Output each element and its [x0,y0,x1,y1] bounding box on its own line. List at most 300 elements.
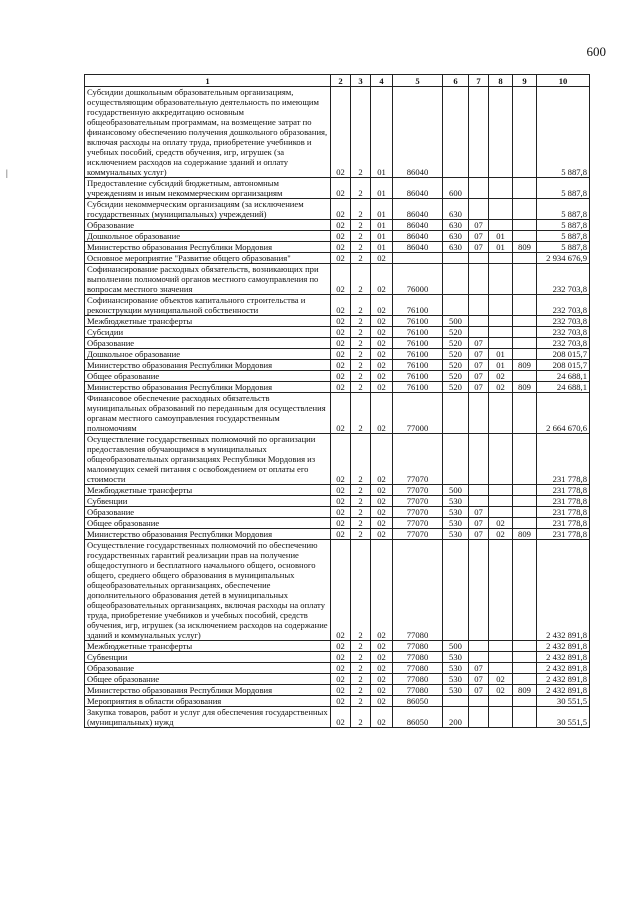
amount-cell: 5 887,8 [537,178,590,199]
col4-cell: 02 [371,264,393,295]
col4-cell: 01 [371,87,393,178]
col3-cell: 2 [351,496,371,507]
col2-cell: 02 [331,338,351,349]
col2-cell: 02 [331,529,351,540]
row-name-cell: Образование [85,220,331,231]
col4-cell: 01 [371,199,393,220]
expense-type-cell: 530 [443,663,469,674]
expense-type-cell: 630 [443,199,469,220]
col2-cell: 02 [331,485,351,496]
target-code-cell: 77070 [393,434,443,485]
subsection-cell: 02 [489,371,513,382]
section-cell: 07 [469,231,489,242]
subsection-cell [489,295,513,316]
subsection-cell: 02 [489,685,513,696]
expense-type-cell [443,393,469,434]
target-code-cell: 76100 [393,295,443,316]
expense-type-cell [443,295,469,316]
table-row [85,360,590,371]
row-name-cell: Министерство образования Республики Мордовия [85,382,331,393]
col2-cell: 02 [331,264,351,295]
expense-type-cell: 200 [443,707,469,728]
col2-cell: 02 [331,540,351,641]
row-name-cell: Осуществление государственных полномочий по обеспечению государственных гарантий реализации прав на получение общедоступного и бесплатного начального общего, основного общего, среднего общего образования в муниципальных общеобразовательных организациях, обеспечение дополнительного образования детей в муниципальных общеобразовательных организациях, включая расходы на оплату труда, приобретение учебников и учебных пособий, средств обучения, игр, игрушек (за исключением расходов на содержание зданий и коммунальных услуг) [85,540,331,641]
col4-cell: 02 [371,707,393,728]
header-row [85,75,590,87]
table-row [85,327,590,338]
expense-type-cell: 630 [443,242,469,253]
ministry-code-cell [513,540,537,641]
col2-cell: 02 [331,434,351,485]
expense-type-cell: 530 [443,507,469,518]
col3-cell: 2 [351,178,371,199]
expense-type-cell: 530 [443,685,469,696]
header-cell: 9 [513,75,537,87]
table-row [85,220,590,231]
ministry-code-cell [513,199,537,220]
section-cell [469,641,489,652]
col4-cell: 02 [371,663,393,674]
target-code-cell: 76100 [393,349,443,360]
section-cell: 07 [469,674,489,685]
col2-cell: 02 [331,316,351,327]
table-row [85,253,590,264]
table-row [85,316,590,327]
row-name-cell: Дошкольное образование [85,231,331,242]
col2-cell: 02 [331,231,351,242]
ministry-code-cell [513,496,537,507]
row-name-cell: Субсидии некоммерческим организациям (за исключением государственных (муниципальных) учреждений) [85,199,331,220]
ministry-code-cell [513,264,537,295]
table-row [85,641,590,652]
table-row [85,178,590,199]
subsection-cell: 01 [489,231,513,242]
amount-cell: 5 887,8 [537,242,590,253]
ministry-code-cell [513,371,537,382]
ministry-code-cell [513,696,537,707]
page-number: 600 [586,44,606,59]
subsection-cell: 01 [489,349,513,360]
section-cell: 07 [469,529,489,540]
col4-cell: 02 [371,360,393,371]
expense-type-cell: 630 [443,220,469,231]
section-cell: 07 [469,371,489,382]
amount-cell: 24 688,1 [537,371,590,382]
budget-table [84,74,590,728]
table-row [85,685,590,696]
amount-cell: 208 015,7 [537,349,590,360]
col3-cell: 2 [351,707,371,728]
ministry-code-cell: 809 [513,360,537,371]
row-name-cell: Осуществление государственных полномочий по организации предоставления обучающимся в муниципальных общеобразовательных организациях Республики Мордовия из малоимущих семей питания с освобождением от оплаты его стоимости [85,434,331,485]
subsection-cell [489,264,513,295]
ministry-code-cell [513,231,537,242]
target-code-cell: 77070 [393,485,443,496]
table-row [85,674,590,685]
subsection-cell: 02 [489,382,513,393]
table-row [85,393,590,434]
table-row [85,264,590,295]
subsection-cell [489,87,513,178]
header-cell: 2 [331,75,351,87]
section-cell [469,264,489,295]
target-code-cell: 77080 [393,663,443,674]
row-name-cell: Министерство образования Республики Мордовия [85,685,331,696]
amount-cell: 5 887,8 [537,220,590,231]
header-cell: 5 [393,75,443,87]
header-cell: 8 [489,75,513,87]
expense-type-cell: 530 [443,518,469,529]
header-cell: 1 [85,75,331,87]
col2-cell: 02 [331,518,351,529]
table-row [85,434,590,485]
amount-cell: 2 432 891,8 [537,641,590,652]
section-cell [469,540,489,641]
target-code-cell: 76100 [393,360,443,371]
col4-cell: 01 [371,242,393,253]
table-row [85,707,590,728]
ministry-code-cell [513,295,537,316]
expense-type-cell: 520 [443,360,469,371]
ministry-code-cell [513,434,537,485]
amount-cell: 232 703,8 [537,295,590,316]
target-code-cell: 77080 [393,540,443,641]
table-row [85,87,590,178]
ministry-code-cell [513,652,537,663]
subsection-cell: 02 [489,529,513,540]
subsection-cell [489,696,513,707]
row-name-cell: Межбюджетные трансферты [85,485,331,496]
col2-cell: 02 [331,652,351,663]
col4-cell: 02 [371,327,393,338]
target-code-cell: 86040 [393,87,443,178]
row-name-cell: Субвенции [85,652,331,663]
target-code-cell: 86040 [393,231,443,242]
section-cell [469,434,489,485]
header-cell: 4 [371,75,393,87]
row-name-cell: Субсидии [85,327,331,338]
row-name-cell: Предоставление субсидий бюджетным, автономным учреждениям и иным некоммерческим организациям [85,178,331,199]
amount-cell: 2 432 891,8 [537,663,590,674]
table-row [85,696,590,707]
col2-cell: 02 [331,242,351,253]
col4-cell: 02 [371,316,393,327]
section-cell: 07 [469,663,489,674]
amount-cell: 231 778,8 [537,529,590,540]
col4-cell: 02 [371,253,393,264]
row-name-cell: Межбюджетные трансферты [85,316,331,327]
section-cell: 07 [469,507,489,518]
subsection-cell: 01 [489,360,513,371]
amount-cell: 231 778,8 [537,485,590,496]
row-name-cell: Образование [85,338,331,349]
col2-cell: 02 [331,349,351,360]
subsection-cell [489,507,513,518]
section-cell [469,316,489,327]
amount-cell: 2 432 891,8 [537,540,590,641]
ministry-code-cell [513,507,537,518]
col2-cell: 02 [331,685,351,696]
row-name-cell: Субсидии дошкольным образовательным организациям, осуществляющим образовательную деятельность по имеющим государственную аккредитацию основным общеобразовательным программам, на возмещение затрат по финансовому обеспечению получения дошкольного образования, включая расходы на оплату труда, приобретение учебников и учебных пособий, средств обучения, игр, игрушек (за исключением расходов на содержание зданий и оплату коммунальных услуг) [85,87,331,178]
expense-type-cell: 600 [443,178,469,199]
expense-type-cell: 530 [443,674,469,685]
section-cell [469,696,489,707]
col2-cell: 02 [331,641,351,652]
col4-cell: 02 [371,696,393,707]
target-code-cell: 86050 [393,696,443,707]
target-code-cell: 77070 [393,518,443,529]
amount-cell: 5 887,8 [537,199,590,220]
ministry-code-cell [513,253,537,264]
section-cell [469,652,489,663]
row-name-cell: Министерство образования Республики Мордовия [85,529,331,540]
section-cell: 07 [469,242,489,253]
ministry-code-cell [513,674,537,685]
col2-cell: 02 [331,220,351,231]
row-name-cell: Субвенции [85,496,331,507]
target-code-cell: 86040 [393,178,443,199]
target-code-cell: 77070 [393,496,443,507]
target-code-cell: 76100 [393,327,443,338]
ministry-code-cell [513,178,537,199]
amount-cell: 231 778,8 [537,507,590,518]
row-name-cell: Софинансирование расходных обязательств, возникающих при выполнении полномочий органов местного самоуправления по вопросам местного значения [85,264,331,295]
table-row [85,529,590,540]
header-cell: 3 [351,75,371,87]
table-row [85,540,590,641]
subsection-cell [489,316,513,327]
table-row [85,295,590,316]
subsection-cell [489,641,513,652]
col4-cell: 02 [371,641,393,652]
col4-cell: 02 [371,393,393,434]
col3-cell: 2 [351,529,371,540]
col4-cell: 02 [371,685,393,696]
col4-cell: 01 [371,231,393,242]
row-name-cell: Межбюджетные трансферты [85,641,331,652]
row-name-cell: Образование [85,507,331,518]
row-name-cell: Министерство образования Республики Мордовия [85,242,331,253]
col4-cell: 01 [371,220,393,231]
col3-cell: 2 [351,485,371,496]
subsection-cell: 02 [489,674,513,685]
col4-cell: 02 [371,652,393,663]
col2-cell: 02 [331,507,351,518]
ministry-code-cell: 809 [513,242,537,253]
subsection-cell [489,338,513,349]
col2-cell: 02 [331,295,351,316]
subsection-cell [489,496,513,507]
section-cell: 07 [469,338,489,349]
section-cell: 07 [469,382,489,393]
ministry-code-cell [513,338,537,349]
amount-cell: 232 703,8 [537,338,590,349]
ministry-code-cell [513,707,537,728]
amount-cell: 30 551,5 [537,696,590,707]
section-cell: 07 [469,360,489,371]
ministry-code-cell [513,393,537,434]
target-code-cell: 86040 [393,220,443,231]
col3-cell: 2 [351,338,371,349]
expense-type-cell [443,434,469,485]
expense-type-cell: 630 [443,231,469,242]
col3-cell: 2 [351,199,371,220]
ministry-code-cell: 809 [513,382,537,393]
col3-cell: 2 [351,540,371,641]
col4-cell: 02 [371,434,393,485]
col3-cell: 2 [351,327,371,338]
table-row [85,496,590,507]
ministry-code-cell [513,327,537,338]
col2-cell: 02 [331,360,351,371]
expense-type-cell: 530 [443,652,469,663]
table-row [85,507,590,518]
expense-type-cell [443,264,469,295]
col4-cell: 02 [371,338,393,349]
table-row [85,371,590,382]
section-cell: 07 [469,685,489,696]
col3-cell: 2 [351,349,371,360]
col2-cell: 02 [331,663,351,674]
col3-cell: 2 [351,264,371,295]
section-cell [469,327,489,338]
col4-cell: 02 [371,540,393,641]
section-cell [469,253,489,264]
amount-cell: 2 664 670,6 [537,393,590,434]
row-name-cell: Общее образование [85,674,331,685]
section-cell: 07 [469,518,489,529]
subsection-cell: 02 [489,518,513,529]
col4-cell: 02 [371,529,393,540]
ministry-code-cell [513,316,537,327]
table-row [85,518,590,529]
col3-cell: 2 [351,663,371,674]
col4-cell: 02 [371,371,393,382]
header-cell: 7 [469,75,489,87]
target-code-cell: 77000 [393,393,443,434]
col2-cell: 02 [331,371,351,382]
col2-cell: 02 [331,199,351,220]
expense-type-cell [443,696,469,707]
amount-cell: 5 887,8 [537,87,590,178]
amount-cell: 30 551,5 [537,707,590,728]
amount-cell: 232 703,8 [537,327,590,338]
col2-cell: 02 [331,696,351,707]
section-cell [469,295,489,316]
col4-cell: 02 [371,507,393,518]
subsection-cell [489,199,513,220]
col3-cell: 2 [351,652,371,663]
col2-cell: 02 [331,707,351,728]
col4-cell: 02 [371,674,393,685]
amount-cell: 2 432 891,8 [537,674,590,685]
col3-cell: 2 [351,360,371,371]
col3-cell: 2 [351,518,371,529]
expense-type-cell: 530 [443,529,469,540]
target-code-cell: 77070 [393,507,443,518]
ministry-code-cell [513,87,537,178]
expense-type-cell: 520 [443,349,469,360]
ministry-code-cell [513,663,537,674]
col3-cell: 2 [351,507,371,518]
col3-cell: 2 [351,253,371,264]
section-cell: 07 [469,349,489,360]
amount-cell: 232 703,8 [537,264,590,295]
col2-cell: 02 [331,496,351,507]
table-row [85,231,590,242]
subsection-cell [489,434,513,485]
amount-cell: 232 703,8 [537,316,590,327]
row-name-cell: Общее образование [85,371,331,382]
subsection-cell: 01 [489,242,513,253]
subsection-cell [489,652,513,663]
col3-cell: 2 [351,220,371,231]
target-code-cell: 76100 [393,338,443,349]
table-row [85,663,590,674]
header-cell: 6 [443,75,469,87]
row-name-cell: Образование [85,663,331,674]
section-cell: 07 [469,220,489,231]
target-code-cell [393,253,443,264]
section-cell [469,393,489,434]
ministry-code-cell [513,641,537,652]
table-row [85,652,590,663]
target-code-cell: 76100 [393,371,443,382]
target-code-cell: 77080 [393,685,443,696]
expense-type-cell [443,87,469,178]
target-code-cell: 86040 [393,242,443,253]
col3-cell: 2 [351,371,371,382]
col3-cell: 2 [351,641,371,652]
col2-cell: 02 [331,178,351,199]
expense-type-cell: 520 [443,371,469,382]
table-row [85,338,590,349]
row-name-cell: Общее образование [85,518,331,529]
expense-type-cell: 520 [443,338,469,349]
col2-cell: 02 [331,382,351,393]
amount-cell: 231 778,8 [537,496,590,507]
col2-cell: 02 [331,87,351,178]
expense-type-cell: 500 [443,316,469,327]
subsection-cell [489,220,513,231]
ministry-code-cell: 809 [513,685,537,696]
subsection-cell [489,485,513,496]
table-row [85,199,590,220]
col2-cell: 02 [331,253,351,264]
col3-cell: 2 [351,87,371,178]
amount-cell: 24 688,1 [537,382,590,393]
header-cell: 10 [537,75,590,87]
margin-mark: | [6,168,8,178]
amount-cell: 208 015,7 [537,360,590,371]
expense-type-cell [443,253,469,264]
col3-cell: 2 [351,685,371,696]
amount-cell: 2 432 891,8 [537,685,590,696]
col4-cell: 02 [371,382,393,393]
col4-cell: 02 [371,496,393,507]
col4-cell: 02 [371,485,393,496]
amount-cell: 5 887,8 [537,231,590,242]
col4-cell: 02 [371,518,393,529]
col3-cell: 2 [351,434,371,485]
expense-type-cell [443,540,469,641]
col2-cell: 02 [331,327,351,338]
row-name-cell: Мероприятия в области образования [85,696,331,707]
section-cell [469,87,489,178]
expense-type-cell: 530 [443,496,469,507]
row-name-cell: Дошкольное образование [85,349,331,360]
col3-cell: 2 [351,242,371,253]
